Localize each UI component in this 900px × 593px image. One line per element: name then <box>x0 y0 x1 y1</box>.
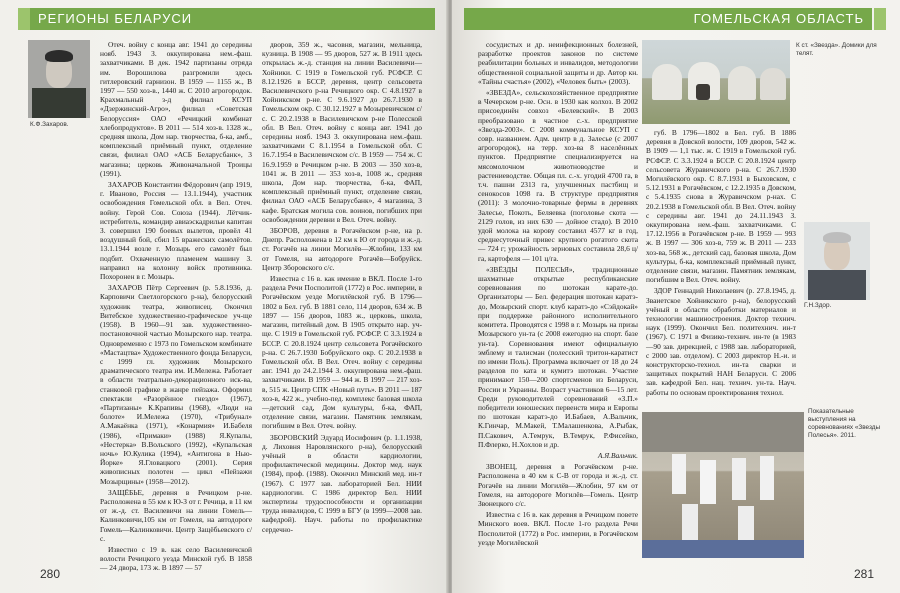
calf-house-shape <box>760 68 786 100</box>
right-column-1 <box>478 40 638 565</box>
paragraph: «ЗВЕЗДА», сельскохозяйственное предприятие в Чечерском р-не. Осн. в 1930 как колхоз. В 2002 присоединён совхоз «Белевский». В 2003 преобразовано в частное с.-х. предприятие «Звезда-2003». С 2008 коммунальное КСУП с совр. названием. Адм. центр в д. Залесье (с 2007 агрогородок), на терр. хоз-ва 8 населённых пунктов. Предприятие специализируется на мясомолочном животноводстве и растениеводстве. Общая пл. с.-х. угодий 4700 га, в т.ч. пашни 2313 га, улучшенных пастбищ и сенокосов 1098 га. В структуре предприятия (2011): 3 молочно-товарные фермы в деревнях Залесье, Покоть, Беляевка (поголовье скота — 2129 голов, из них 630 — дойное стадо). В 2010 удой молока на корову составил 4577 кг в год, среднесуточный привес крупного рогатого скота — 724 г; урожайность зерновых составила 28,6 ц/га, картофеля — 101 ц/га. <box>478 88 638 263</box>
header-tab-left <box>18 8 30 30</box>
karateka-figure <box>672 454 686 494</box>
left-column-2 <box>262 40 422 560</box>
right-page-header: ГОМЕЛЬСКАЯ ОБЛАСТЬ <box>464 8 872 30</box>
paragraph: ЗДОР Геннадий Николаевич (р. 27.8.1945, д. Зваиетское Хойникского р-на), белорусский учёный в области обработки материалов и технологии машиностроения. Доктор технич. наук (1999). Окончил Бел. политехнич. ин-т (1967). С 1971 в Физико-технич. ин-те (в 1983—90 зав. дирекцией, с 1988 зав. лабораторией, с 2000 зав. отделом). С 2003 директор Н.-и. и конструкторско-технол. ин-та сварки и защитных покрытий НАН Беларуси. С 2006 зав. кафедрой Бел. нац. технич. ун-та. Науч. работы по основам проектирования технол. <box>646 286 796 397</box>
karateka-figure <box>760 456 774 500</box>
right-column-2 <box>646 128 796 408</box>
paragraph: ЗАХАРОВ Пётр Сергеевич (р. 5.8.1936, д. Карповичи Светлогорского р-на), белорусский художник театра, живописец. Окончил Витебское художественно-графическое уч-ще (1958). В 1960—91 зав. художественно-постановочной частью Мозырского нар. театра. Одновременно с 1973 по Гомельском комбинате «Мастацтва» Художественного фонда Беларуси, с 1999 гл. художник Мозырского драматического театра им. И.Мележа. Работает в области театрально-декорационного иск-ва, станковой графике в жанре пейзажа. Оформил спектакли «Разорённое гнездо» (1967), «Партизаны» К.Крапивы (1968), «Люди на болоте» И.Мележа (1970), «Трибунал» А.Макаёнка (1971), «Конармия» И.Бабеля (1986), «Примаки» (1988) Я.Купалы, «Нестерка» В.Вольского (1992), «Купальская ночь» Ю.Кулика (1994), «Антигона в Нью-Йорке» Я.Гловацкого (2001). Серия живописных полотен — цикл «Пейзажи Мозырщины» (1958—2012). <box>100 283 252 486</box>
calf-houses-caption: К ст. «Звезда». Домики для телят. <box>796 42 877 57</box>
zakharov-photo-caption: К.Ф.Захаров. <box>30 121 69 128</box>
paragraph: ЗВОНЕЦ, деревня в Рогачёвском р-не. Расположена в 40 км к С-В от города и ж.-д. ст. Рогачёв на линии Могилёв—Жлобин, 97 км от Гомеля, на автодороге Могилёв—Гомель. Центр Звонецкого с/с. <box>478 462 638 508</box>
calf-shape <box>696 84 710 100</box>
paragraph: ЗБОРОВСКИЙ Эдуард Иосифович (р. 1.1.1938, д. Лиховня Наровлянского р-на), белорусский учёный в области кардиологии, профилактической медицины. Доктор мед. наук (1984), проф. (1988). Окончил Минский мед. ин-т (1967). С 1977 зав. лабораторией Бел. НИИ кардиологии. С 1986 директор Бел. НИИ экспертизы трудоспособности и организации труда инвалидов, С 1999 в БГУ (в 1999—2008 зав. кафедрой). Науч. работы по профилактике сердечно- <box>262 432 422 534</box>
zdor-portrait-photo <box>804 222 870 300</box>
paragraph: дворов, 359 ж., часовня, магазин, мельница, кузница. В 1908 — 95 дворов, 527 ж. В 1911 здесь открылась ж.-д. станция на линии Василевичи—Хойники. С 1919 в Гомельской губ. РСФСР. С 8.12.1926 в БССР, деревня, центр сельсовета Василевичского р-на Речицкого окр. С 4.8.1927 в Хойникском р-не. С 9.6.1927 до 26.7.1930 в Гомельском окр. С 30.12.1927 в Мозыревичском с/с. С 20.2.1938 в Василевичском р-не Полесской обл. В Вел. Отеч. войну с конца авг. 1941 до середины нояб. 1943 З. оккупирована нем.-фаш. захватчиками С 8.1.1954 в Гомельской обл. С 16.7.1954 в Василевичском с/с. В 1959 — 754 ж. С 16.9.1959 в Речицком р-не. В 2003 — 350 хоз-в, 1041 ж. В 2011 — 353 хоз-в, 1008 ж., средняя школа, Дом нар. творчества, б-ка, ФАП, комплексный приёмный пункт, отделение связи, филиал ОАО «АСБ Беларусбанк», 4 магазина, 3 кафе. Братская могила сов. воинов, погибших при освобождении деревни в Вел. Отеч. войну. <box>262 40 422 224</box>
zakharov-portrait-photo <box>28 40 90 118</box>
left-page-number: 280 <box>40 567 61 581</box>
tatami-mat <box>642 540 804 558</box>
paragraph: ЗАЩЁБЬЕ, деревня в Речицком р-не. Расположена в 55 км к Ю-З от г. Речица, в 11 км от ж.-д. ст. Василевичи на линии Гомель—Калинковичи,105 км от Гомеля, на автодороге Гомель—Калинковичи. Центр Защёбьевского с/с. <box>100 487 252 543</box>
right-page <box>452 0 900 593</box>
karateka-figure <box>700 460 716 504</box>
right-page-number: 281 <box>853 567 874 581</box>
karate-competition-photo <box>642 412 804 558</box>
portrait-hair <box>823 232 851 243</box>
paragraph: губ. В 1796—1802 в Бел. губ. В 1886 деревня в Довской волости, 109 дворов, 542 ж. В 1909 — 1,1 тыс. ж. С 1919 в Гомельской губ. РСФСР. С 3.3.1924 в БССР. С 20.8.1924 центр сельсовета Журавичского р-на. С 26.7.1930 Могилёвского окр. С 8.7.1931 в Быховском, с 5.12.1931 в Рогачёвском, с 12.2.1935 в Довском, с 5.4.1935 снова в Журавичском р-нах. С 20.2.1938 в Гомельской обл. В Вел. Отеч. войну с середины авг. 1941 до 24.11.1943 З. оккупирована нем.-фаш. захватчиками. С 17.12.1956 в Рогачёвском р-не. В 1959 — 993 ж. В 1997 — 306 хоз-в, 759 ж. В 2011 — 233 хоз-ва, 568 ж., детский сад, базовая школа, Дом культуры, б-ка, комплексный приёмный пункт, отделение связи, магазин. Памятник землякам, погибшим в Вел. Отеч. войну. <box>646 128 796 285</box>
portrait-suit <box>808 270 866 300</box>
paragraph: ЗАХАРОВ Константин Фёдорович (апр 1919, г. Иваново, Россия — 13.1.1944), участник освобождения Гомельской обл. в Вел. Отеч. войну. Герой Сов. Союза (1944). Лётчик-истребитель, командир авиаэскадрильи капитан З. совершил 190 боевых вылетов, провёл 41 воздушный бой, сбил 15 вражеских самолётов. 13.1.1944 возле г. Мозырь его самолёт был подбит. Охваченную пламенем машину З. направил на колонну войск противника. Похоронен в г. Мозырь. <box>100 180 252 282</box>
paragraph: Известно с 19 в. как село Василевичской волости Речицкого уезда Минской губ. В 1858 — 24 двора, 173 ж. В 1897 — 57 <box>100 544 252 573</box>
calf-house-shape <box>728 66 756 100</box>
paragraph: сосудистых и др. неинфекционных болезней, разработке проектов законов по системе реабилитации больных и инвалидов, методологии общественной социальной защиты и др. Автор кн. «Тайны счастья» (2002), «Человек быть» (2003). <box>478 40 638 86</box>
left-column-1 <box>100 40 252 573</box>
author-signature: А.Я.Вальчик. <box>597 450 638 460</box>
zdor-photo-caption: Г.Н.Здор. <box>804 302 832 309</box>
paragraph: «ЗВЁЗДЫ ПОЛЕСЬЯ», традиционные шахматные открытые республиканские соревнования по шотокан карате-до. Организаторы — Бел. федерация шотокан каратэ-до, Мозырский спорт. клуб каратэ-до «Сэйдокай» при поддержке районного исполнительного комитета. Проводятся с 1998 в г. Мозырь на призы Мозырского ун-та (с 2008 ежегодно на спорт. базе ун-та). Соревнования имеют официальную эмблему и талисман (полесский тритон-каратист по имени Поль). Программа включает от 18 до 24 разделов по ката и кумитэ шотокан. Участие принимают 150—200 спортсменов из Беларуси, России и Украины. Возраст участников 6—15 лет. Среди руководителей соревнований «З.П.» победители юношеских первенств мира и Европы по шотокан каратэ-до И.Бабаев, А.Вальчик, К.Гинчар, М.Макей, Т.Малашенкова, А.Рыбак, П.Сакович, А.Темрук, В.Темрук, Р.Фисейко, П.Флерко, Н.Хохлов и др. <box>478 264 638 449</box>
portrait-uniform <box>32 88 86 118</box>
karateka-figure <box>732 458 746 500</box>
paragraph: Известна с 16 в. как имение в ВКЛ. После 1-го раздела Речи Посполитой (1772) в Рос. империи, в Рогачёвском уезде Могилёвской губ. В 1796—1802 в Бел. губ. В 1881 село, 114 дворов, 634 ж. В 1897 — 156 дворов, 1083 ж., церковь, школа, магазин, питейный дом. В 1905 открыто нар. уч-ще. С 1919 в Гомельской губ. РСФСР. С 3.3.1924 в БССР. С 20.8.1924 центр сельсовета Рогачёвского р-на. С 26.7.1930 Бобруйского окр. С 20.2.1938 в Гомельской обл. В Вел. Отеч. войну с середины авг. 1941 до 24.2.1944 З. оккупирована нем.-фаш. захватчиками. В 1959 — 944 ж. В 1997 — 217 хоз-в, 515 ж. Центр СПК «Новый путь». В 2011 — 187 хоз-в, 422 ж., учебно-пед. комплекс базовая школа—детский сад, Дом культуры, б-ка, ФАП, отделение связи, магазин. Памятник землякам, погибшим в Вел. Отеч. войну. <box>262 274 422 431</box>
left-page-header: РЕГИОНЫ БЕЛАРУСИ <box>30 8 435 30</box>
portrait-hair <box>45 50 73 62</box>
paragraph: ЗБОРОВ, деревня в Рогачёвском р-не, на р. Днепр. Расположена в 12 км к Ю от города и ж.-д. ст. Рогачёв на линии Могилёв—Жлобин, 133 км от Гомеля, на автодороге Рогачёв—Бобруйск. Центр Зборовского с/с. <box>262 226 422 272</box>
calf-houses-photo <box>642 40 790 124</box>
header-tab-right <box>874 8 886 30</box>
calf-house-shape <box>652 64 682 100</box>
paragraph: Отеч. войну с конца авг. 1941 до середины нояб. 1943 З. оккупирована нем.-фаш. захватчиками. В дек. 1942 партизаны отряда им. Ворошилова разгромили здесь гитлеровский гарнизон. В 1959 — 1155 ж., В 1997 — 550 хоз-в., 1440 ж. С 2010 агрогородок. Крахмальный з-д филиал КСУП «Дзержинский-Агро», филиал «Советская Белоруссия» ОАО «Речицкий комбинат хлебопродуктов». В 2011 — 514 хоз-в. 1328 ж., средняя школа, Дом нар. творчества, б-ка, амб., комплексный приёмный пункт, отделение связи, филиал ОАО «АСБ Беларусбанк», 3 магазина; церковь Живоначальной Троицы (1991). <box>100 40 252 178</box>
paragraph: Известна с 16 в. как деревня в Речицком повете Минского воев. ВКЛ. После 1-го раздела Речи Посполитой (1772) в Рос. империи, в Рогачёвском уезде Могилёвской <box>478 510 638 547</box>
karate-photo-caption: Показательные выступления на соревнованиях «Звезды Полесья». 2011. <box>808 408 881 439</box>
gym-wall <box>642 412 804 452</box>
karateka-figure <box>682 504 698 544</box>
left-page <box>0 0 448 593</box>
